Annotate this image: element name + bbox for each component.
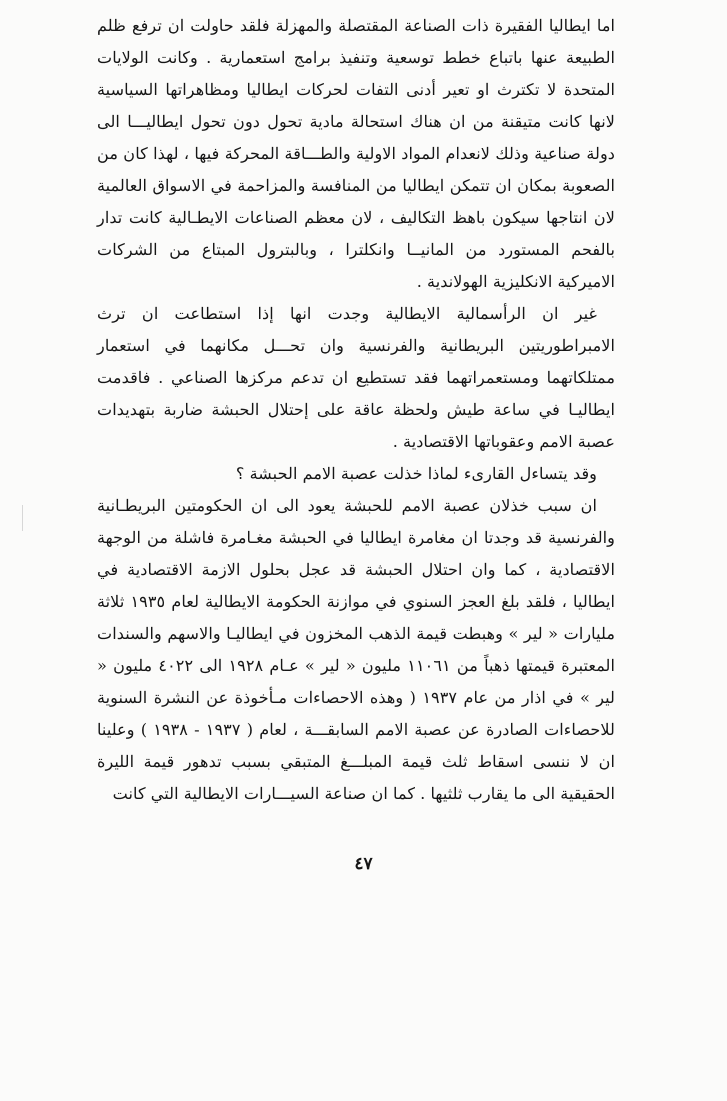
body-text: [97, 10, 615, 810]
page-number: ٤٧: [354, 854, 373, 874]
paragraph-3: وقد يتساءل القارىء لماذا خذلت عصبة الامم الحبشة ؟: [235, 464, 597, 483]
paragraph-4: ان سبب خذلان عصبة الامم للحبشة يعود الى ان الحكومتين البريطـانية والفرنسية قد وجدتا ان مغامرة ايطاليا في الحبشة مغـامرة فاشلة من الوجهة الاقتصادية ، كما وان احتلال الحبشة قد عجل بحلول الازمة الاقتصادية في ايطاليا ، فلقد بلغ العجز السنوي في موازنة الحكومة الايطالية لعام ١٩٣٥ ثلاثة مليارات « لير » وهبطت قيمة الذهب المخزون في ايطاليـا والاسهم والسندات المعتبرة قيمتها ذهباً من ١١٠٦١ مليون « لير » عـام ١٩٢٨ الى ٤٠٢٢ مليون « لير » في اذار من عام ١٩٣٧ ( وهذه الاحصاءات مـأخوذة عن النشرة السنوية للاحصاءات الصادرة عن عصبة الامم السابقـــة ، لعام ( ١٩٣٧ - ١٩٣٨ ) وعلينا ان لا ننسى اسقاط ثلث قيمة المبلـــغ المتبقي بسبب تدهور قيمة الليرة الحقيقية الى ما يقارب ثلثيها . كما ان صناعة السيـــارات الايطالية التي كانت: [97, 496, 616, 803]
binding-mark: [22, 505, 23, 531]
paragraph-1: اما ايطاليا الفقيرة ذات الصناعة المقتصلة والمهزلة فلقد حاولت ان ترفع ظلم الطبيعة عنها باتباع خطط توسعية وتنفيذ برامج استعمارية . وكانت الولايات المتحدة لا تكترث او تعير أدنى التفات لحركات ايطاليا ومظاهراتها السياسية لانها كانت متيقنة من ان هناك استحالة مادية تحول دون تحول ايطاليـــا الى دولة صناعية وذلك لانعدام المواد الاولية والطـــاقة المحركة فيها ، لهذا كان من الصعوبة بمكان ان تتمكن ايطاليا من المنافسة والمزاحمة في الاسواق العالمية لان انتاجها سيكون باهظ التكاليف ، لان معظم الصناعات الايطـالية كانت تدار بالفحم المستورد من المانيــا وانكلترا ، وبالبترول المبتاع من الشركات الاميركية الانكليزية الهولاندية .: [97, 16, 615, 291]
paragraph-2: غير ان الرأسمالية الايطالية وجدت انها إذا استطاعت ان ترث الامبراطوريتين البريطانية والفرنسية وان تحـــل مكانهما في استعمار ممتلكاتهما ومستعمراتهما فقد تستطيع ان تدعم مركزها الصناعي . فاقدمت ايطاليـا في ساعة طيش ولحظة عاقة على إحتلال الحبشة ضاربة بتهديدات عصبة الامم وعقوباتها الاقتصادية .: [97, 304, 615, 451]
